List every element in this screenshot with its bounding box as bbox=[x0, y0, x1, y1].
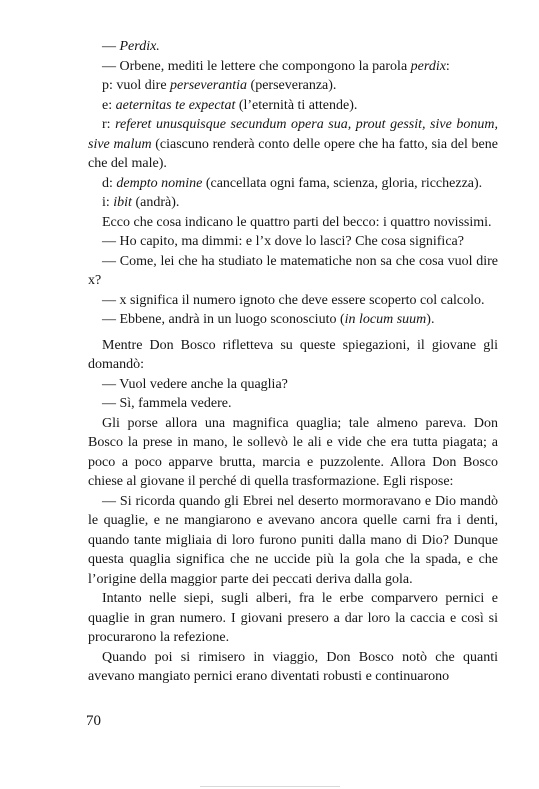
page-number: 70 bbox=[86, 713, 101, 729]
italic-text: ibit bbox=[113, 195, 132, 210]
text: (l’eternità ti attende). bbox=[235, 97, 358, 113]
italic-text: perseverantia bbox=[170, 78, 248, 93]
bottom-edge-line bbox=[200, 786, 340, 787]
text: i: bbox=[102, 195, 114, 210]
text: e: bbox=[102, 97, 116, 113]
paragraph-orbene bbox=[88, 57, 498, 77]
text: (cancellata ogni fama, scienza, gloria, ricchezza). bbox=[202, 175, 483, 191]
paragraph-letter-r bbox=[88, 115, 498, 174]
paragraph-in-locum-suum bbox=[88, 310, 498, 330]
text: — Orbene, mediti le lettere che compongono la parola bbox=[102, 58, 411, 74]
paragraph-letter-e bbox=[88, 96, 498, 116]
text: d: bbox=[102, 175, 117, 191]
paragraph-fammela-vedere: — Sì, fammela vedere. bbox=[102, 396, 232, 411]
text: ). bbox=[426, 312, 435, 327]
paragraph-letter-d bbox=[88, 174, 498, 194]
paragraph-rimisero-in-viaggio: Quando poi si rimisero in viaggio, Don Bosco notò che quanti avevano mangiato pernici erano diventati robusti e continuarono bbox=[88, 649, 498, 684]
paragraph-letter-i bbox=[88, 193, 498, 213]
paragraph-novissimi: Ecco che cosa indicano le quattro parti del becco: i quattro novissimi. bbox=[102, 214, 492, 230]
paragraph-mentre-don-bosco: Mentre Don Bosco rifletteva su queste spiegazioni, il giovane gli domandò: bbox=[88, 337, 498, 372]
text: — Ebbene, andrà in un luogo sconosciuto ( bbox=[102, 312, 345, 327]
paragraph-numero-ignoto: — x significa il numero ignoto che deve essere scoperto col calcolo. bbox=[102, 292, 485, 308]
paragraph-perdix bbox=[88, 37, 498, 57]
italic-text: in locum suum bbox=[344, 312, 427, 327]
text: — bbox=[102, 39, 120, 54]
text: r: bbox=[102, 117, 116, 132]
text: : bbox=[445, 58, 450, 74]
italic-text: aeternitas te expectat bbox=[115, 97, 236, 113]
text: (andrà). bbox=[131, 195, 180, 210]
text: p: vuol dire bbox=[102, 78, 171, 93]
paragraph-matematiche: — Come, lei che ha studiato le matematiche non sa che cosa vuol dire x? bbox=[88, 253, 498, 288]
paragraph-vuol-vedere: — Vuol vedere anche la quaglia? bbox=[102, 376, 288, 392]
text: (perseveranza). bbox=[247, 78, 337, 93]
paragraph-x-question: — Ho capito, ma dimmi: e l’x dove lo lasci? Che cosa significa? bbox=[102, 234, 464, 249]
paragraph-pernici-quaglie: Intanto nelle siepi, sugli alberi, fra le erbe comparvero pernici e quaglie in gran numero. I giovani presero a dar loro la caccia e così si procurarono la refezione. bbox=[88, 591, 498, 645]
text: (ciascuno renderà conto delle opere che ha fatto, sia del bene che del male). bbox=[88, 136, 498, 171]
italic-text: dempto nomine bbox=[116, 175, 203, 191]
italic-text: Perdix. bbox=[119, 39, 160, 54]
page-body bbox=[88, 37, 498, 687]
italic-text: referet unusquisque secundum opera sua, prout gessit, sive bonum, sive malum bbox=[88, 117, 498, 152]
paragraph-magnifica-quaglia: Gli porse allora una magnifica quaglia; tale almeno pareva. Don Bosco la prese in mano, le sollevò le ali e vide che era tutta piagata; a poco a poco apparve brutta, marcia e puzzolente. Allora Don Bosco chiese al giovane il perché di quella trasformazione. Egli rispose: bbox=[88, 415, 498, 489]
italic-text: perdix bbox=[410, 58, 446, 74]
paragraph-letter-p bbox=[88, 76, 498, 96]
paragraph-ebrei-deserto: — Si ricorda quando gli Ebrei nel deserto mormoravano e Dio mandò le quaglie, e ne mangiarono e avevano ancora quelle carni fra i denti, quando tante migliaia di loro furono puniti dalla mano di Dio? Dunque questa quaglia significa che ne uccide più la gola che la spada, e che l’origine della maggior parte dei peccati deriva dalla gola. bbox=[88, 493, 498, 587]
